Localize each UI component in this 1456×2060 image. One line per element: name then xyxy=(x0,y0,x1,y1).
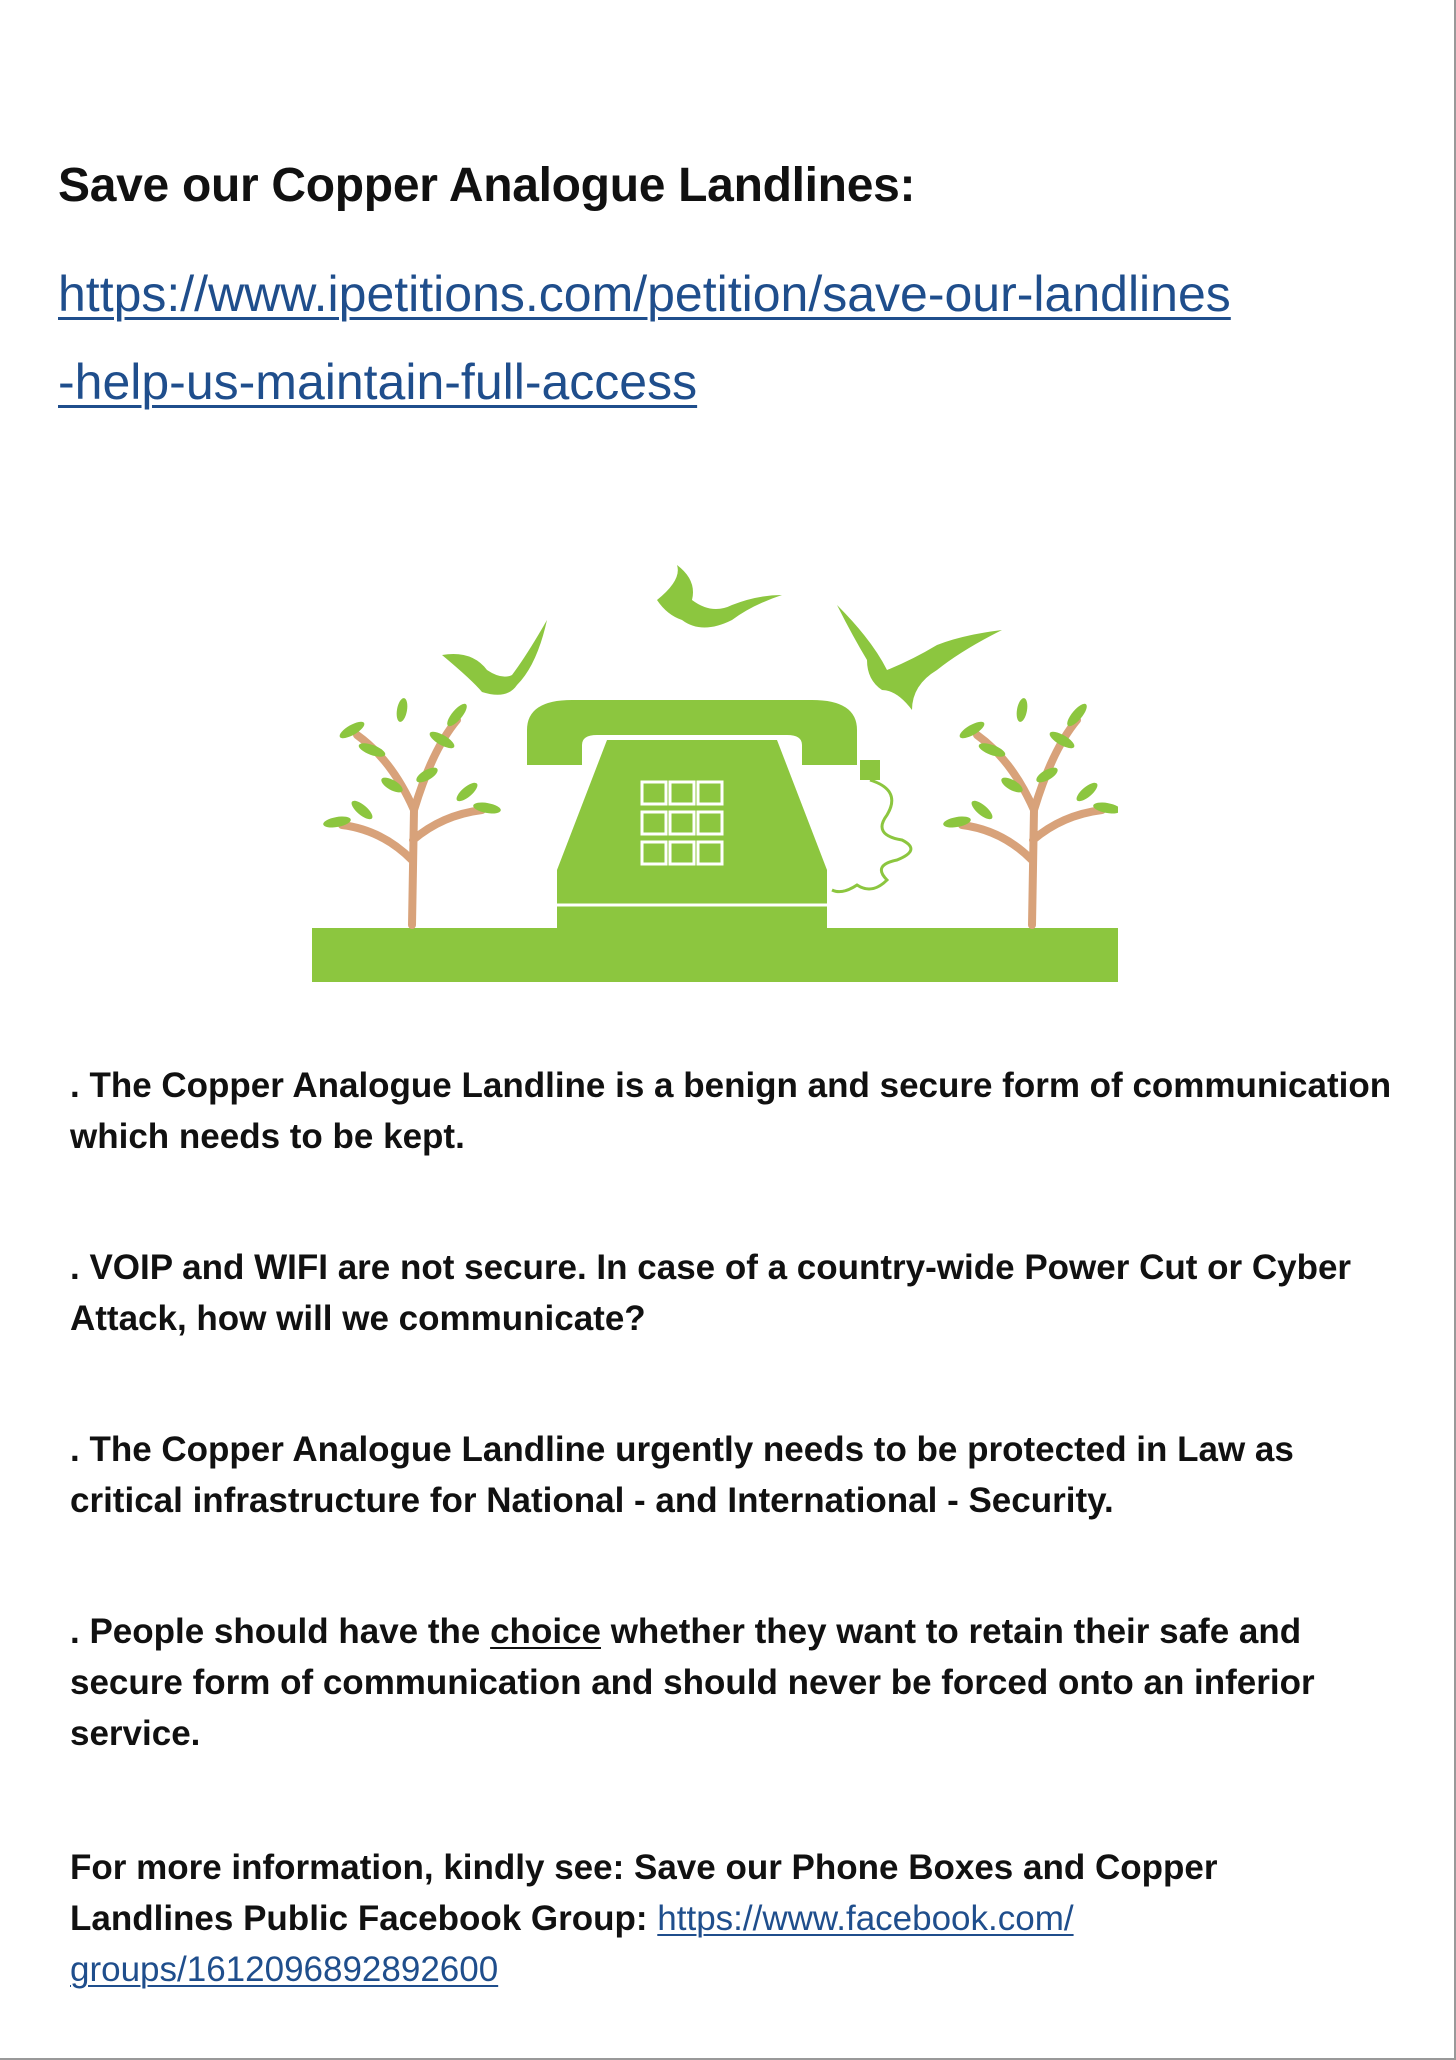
facebook-link-line1[interactable]: https://www.facebook.com/ xyxy=(657,1899,1074,1938)
petition-link[interactable] xyxy=(58,250,1398,426)
bird-icon xyxy=(837,605,1002,710)
point-item: . The Copper Analogue Landline urgently needs to be protected in Law as critical infrastructure for National - and International - Security. xyxy=(70,1430,1294,1520)
point-suffix: whether they want to retain their safe and secure form of communication and should never be forced onto an inferior service. xyxy=(70,1612,1315,1753)
bird-icon xyxy=(657,565,782,628)
page-title: Save our Copper Analogue Landlines: xyxy=(58,159,916,212)
footer-info xyxy=(70,1842,1370,1995)
petition-link-line1[interactable]: https://www.ipetitions.com/petition/save-our-landlines xyxy=(58,266,1231,322)
choice-emphasis: choice xyxy=(490,1612,601,1651)
petition-link-line2[interactable]: -help-us-maintain-full-access xyxy=(58,354,698,410)
telephone-icon xyxy=(527,700,911,930)
footer-text: For more information, kindly see: Save our Phone Boxes and Copper Landlines Public Facebook Group: xyxy=(70,1848,1218,1938)
tree-icon xyxy=(942,697,1118,925)
bird-icon xyxy=(442,620,547,695)
key-points xyxy=(70,1060,1410,1759)
facebook-link-line2[interactable]: groups/1612096892892600 xyxy=(70,1950,499,1989)
point-prefix: . People should have the xyxy=(70,1612,491,1651)
point-item: . VOIP and WIFI are not secure. In case of a country-wide Power Cut or Cyber Attack, how will we communicate? xyxy=(70,1248,1352,1338)
tree-icon xyxy=(322,697,501,925)
point-item: . The Copper Analogue Landline is a benign and secure form of communication which needs to be kept. xyxy=(70,1066,1392,1156)
ground-strip xyxy=(312,928,1118,982)
point-item xyxy=(70,1606,1410,1759)
telephone-illustration xyxy=(312,560,1118,982)
